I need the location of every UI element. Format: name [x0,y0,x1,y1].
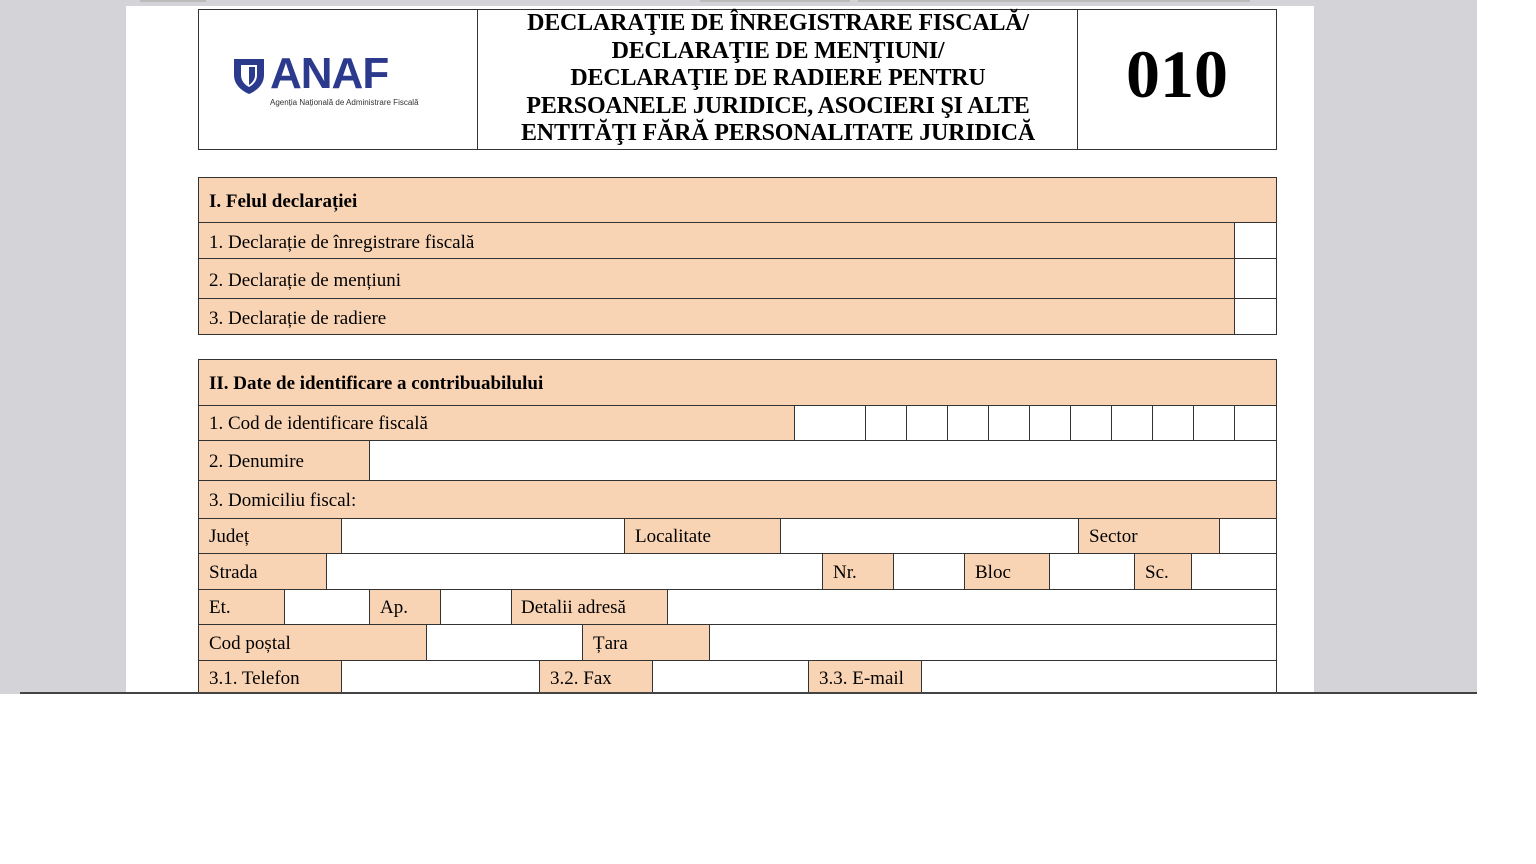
viewer-bottom-edge [20,692,1477,694]
form-title [478,10,1078,148]
toolbar-fragment [700,0,850,2]
ap-field[interactable] [440,589,512,625]
judet-label: Județ [209,526,250,547]
checkbox-inregistrare[interactable] [1234,222,1277,259]
cod-postal-field[interactable] [426,624,583,661]
checkbox-radiere[interactable] [1234,298,1277,335]
telefon-label: 3.1. Telefon [209,668,300,689]
fax-label: 3.2. Fax [550,668,612,689]
cif-digit-box[interactable] [794,405,866,441]
section1-header [198,177,1277,223]
ap-label: Ap. [380,597,408,618]
cif-digit-box[interactable] [865,405,907,441]
declaration-type-label: 3. Declarație de radiere [209,308,387,329]
localitate-label: Localitate [635,526,711,547]
cif-digit-box[interactable] [906,405,948,441]
sector-field[interactable] [1219,518,1277,554]
strada-label: Strada [209,562,258,583]
strada-field[interactable] [326,553,823,590]
title-line: ENTITĂŢI FĂRĂ PERSONALITATE JURIDICĂ [521,120,1035,146]
section2-title: II. Date de identificare a contribuabilului [209,373,544,394]
cif-digit-box[interactable] [1029,405,1071,441]
shield-icon [232,55,266,95]
cif-digit-box[interactable] [988,405,1030,441]
cif-digit-box[interactable] [1193,405,1235,441]
telefon-field[interactable] [341,660,540,694]
cif-digit-box[interactable] [1152,405,1194,441]
logo-subtitle: Agenția Națională de Administrare Fiscală [270,98,419,107]
form-code: 010 [1126,36,1228,112]
sc-field[interactable] [1191,553,1277,590]
title-line: PERSOANELE JURIDICE, ASOCIERI ŞI ALTE [526,92,1030,119]
bloc-field[interactable] [1049,553,1135,590]
tara-field[interactable] [709,624,1277,661]
detalii-label: Detalii adresă [521,597,626,618]
logo-text: ANAF [270,49,389,98]
sector-label: Sector [1089,526,1138,547]
toolbar-fragment [140,0,206,2]
title-line: DECLARAŢIE DE MENŢIUNI/ [611,37,945,64]
fax-field[interactable] [652,660,809,694]
toolbar-fragment [858,0,1250,2]
cif-digit-box[interactable] [1111,405,1153,441]
et-field[interactable] [284,589,370,625]
denumire-field[interactable] [369,440,1277,481]
title-line: DECLARAŢIE DE ÎNREGISTRARE FISCALĂ/ [527,10,1029,36]
sc-label: Sc. [1145,562,1169,583]
domiciliu-row [198,480,1277,519]
checkbox-mentiuni[interactable] [1234,258,1277,299]
domiciliu-label: 3. Domiciliu fiscal: [209,490,357,511]
cif-digit-box[interactable] [1234,405,1277,441]
cod-postal-label: Cod poștal [209,633,291,654]
et-label: Et. [209,597,231,618]
email-field[interactable] [921,660,1277,694]
denumire-label: 2. Denumire [209,451,304,472]
declaration-type-label: 2. Declarație de mențiuni [209,270,402,291]
cif-label: 1. Cod de identificare fiscală [209,413,428,434]
judet-field[interactable] [341,518,625,554]
title-line: DECLARAŢIE DE RADIERE PENTRU [570,65,986,91]
nr-field[interactable] [893,553,965,590]
email-label: 3.3. E-mail [819,668,904,689]
nr-label: Nr. [833,562,857,583]
declaration-type-label: 1. Declarație de înregistrare fiscală [209,232,475,253]
cif-digit-box[interactable] [1070,405,1112,441]
localitate-field[interactable] [780,518,1079,554]
tara-label: Țara [593,633,628,654]
section1-title: I. Felul declarației [209,191,358,212]
bloc-label: Bloc [975,562,1011,583]
cif-digit-box[interactable] [947,405,989,441]
detalii-field[interactable] [667,589,1277,625]
